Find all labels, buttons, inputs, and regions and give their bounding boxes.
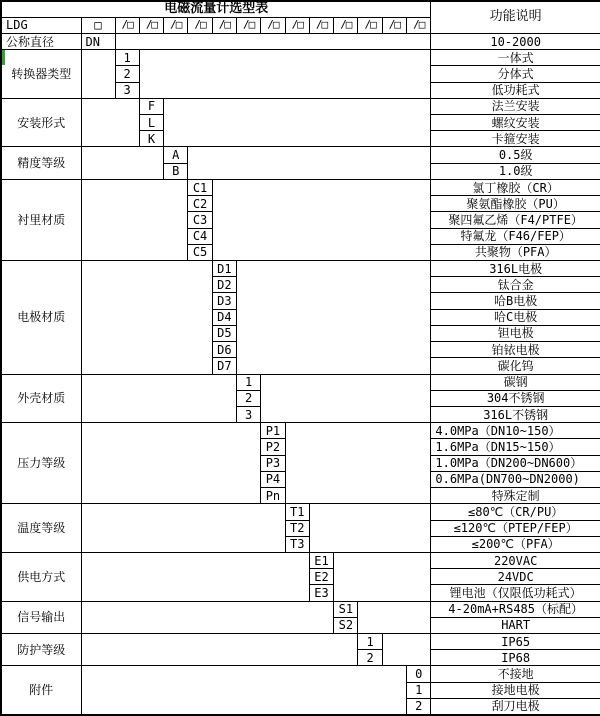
code-cell: B [164,163,188,179]
description-cell: 0.6MPa(DN700~DN2000) [431,471,600,487]
model-prefix: LDG [1,17,81,33]
function-column-header: 功能说明 [431,1,600,33]
code-cell: 1 [358,634,382,650]
code-cell: T3 [285,536,309,552]
model-slot-cell: /□ [139,17,163,33]
model-slot-cell: /□ [115,17,139,33]
spacer-cell [81,98,139,147]
description-cell: 卡箍安装 [431,131,600,147]
description-cell: 分体式 [431,66,600,82]
description-cell: 4-20mA+RS485（标配） [431,601,600,617]
green-indicator-marker [2,50,5,65]
code-cell: S1 [334,601,358,617]
model-slot-cell: /□ [285,17,309,33]
group-label: 公称直径 [1,33,81,49]
spacer-cell [358,601,431,633]
code-cell: A [164,147,188,163]
spacer-cell [188,147,431,179]
spacer-cell [81,261,212,375]
description-cell: 碳化钨 [431,358,600,374]
code-cell: D7 [212,358,236,374]
group-label: 转换器类型 [1,50,81,99]
spacer-cell [382,634,431,666]
description-cell: 一体式 [431,50,600,66]
group-label: 附件 [1,666,81,715]
code-cell: E2 [309,569,333,585]
code-cell: DN [81,33,115,49]
spacer-cell [334,552,431,601]
group-label: 压力等级 [1,423,81,504]
group-label: 供电方式 [1,552,81,601]
model-code-box: □ [81,17,115,33]
code-cell: K [139,131,163,147]
description-cell: 法兰安装 [431,98,600,114]
spacer-cell [164,98,431,147]
code-cell: T1 [285,504,309,520]
model-slot-cell: /□ [261,17,285,33]
table-title: 电磁流量计选型表 [1,1,431,17]
description-cell: 锂电池（仅限低功耗式） [431,585,600,601]
spacer-cell [81,423,261,504]
code-cell: S2 [334,617,358,633]
description-cell: 特氟龙（F46/FEP） [431,228,600,244]
description-cell: 304不锈钢 [431,390,600,406]
code-cell: F [139,98,163,114]
code-cell: P1 [261,423,285,439]
spacer-cell [81,179,188,260]
description-cell: ≤120℃（PTEP/FEP） [431,520,600,536]
code-cell: C3 [188,212,212,228]
code-cell: C2 [188,196,212,212]
code-cell: 1 [115,50,139,66]
description-cell: 24VDC [431,569,600,585]
code-cell: 0 [407,666,431,682]
model-slot-cell: /□ [358,17,382,33]
description-cell: 0.5级 [431,147,600,163]
description-cell: 哈C电极 [431,309,600,325]
description-cell: 不接地 [431,666,600,682]
code-cell: 2 [115,66,139,82]
code-cell: 3 [236,406,260,422]
code-cell: D4 [212,309,236,325]
model-slot-cell: /□ [309,17,333,33]
model-slot-cell: /□ [212,17,236,33]
code-cell: C4 [188,228,212,244]
code-cell: D3 [212,293,236,309]
description-cell: IP65 [431,634,600,650]
model-slot-cell: /□ [334,17,358,33]
description-cell: 氯丁橡胶（CR） [431,179,600,195]
group-label: 电极材质 [1,261,81,375]
spacer-cell [212,179,431,260]
code-cell: 2 [358,650,382,666]
description-cell: 4.0MPa（DN10~150） [431,423,600,439]
spacer-cell [81,601,334,633]
group-label: 防护等级 [1,634,81,666]
code-cell: E3 [309,585,333,601]
code-cell: E1 [309,552,333,568]
model-slot-cell: /□ [407,17,431,33]
code-cell: C1 [188,179,212,195]
description-cell: IP68 [431,650,600,666]
description-cell: 220VAC [431,552,600,568]
description-cell: 特殊定制 [431,488,600,504]
code-cell: P4 [261,471,285,487]
description-cell: ≤200℃（PFA） [431,536,600,552]
description-cell: 接地电极 [431,682,600,698]
code-cell: 2 [407,698,431,715]
group-label: 信号输出 [1,601,81,633]
code-cell: 1 [407,682,431,698]
description-cell: 316L电极 [431,261,600,277]
code-cell: D6 [212,342,236,358]
description-cell: 10-2000 [431,33,600,49]
code-cell: D5 [212,325,236,341]
code-cell: 1 [236,374,260,390]
model-slot-cell: /□ [382,17,406,33]
spacer-cell [285,423,431,504]
description-cell: 1.0MPa（DN200~DN600） [431,455,600,471]
spacer-cell [261,374,431,423]
model-slot-cell: /□ [236,17,260,33]
description-cell: 聚四氟乙烯（F4/PTFE） [431,212,600,228]
code-cell: L [139,115,163,131]
description-cell: 刮刀电极 [431,698,600,715]
spacer-cell [139,50,431,99]
group-label: 衬里材质 [1,179,81,260]
description-cell: 铂铱电极 [431,342,600,358]
code-cell: D1 [212,261,236,277]
description-cell: 1.0级 [431,163,600,179]
spacer-cell [236,261,430,375]
spacer-cell [81,634,358,666]
spacer-cell [309,504,431,553]
group-label: 安装形式 [1,98,81,147]
description-cell: 聚氨酯橡胶（PU） [431,196,600,212]
description-cell: 1.6MPa（DN15~150） [431,439,600,455]
code-cell: 3 [115,82,139,98]
description-cell: 钽电极 [431,325,600,341]
description-cell: 哈B电极 [431,293,600,309]
spacer-cell [81,374,236,423]
code-cell: 2 [236,390,260,406]
code-cell: T2 [285,520,309,536]
spacer-cell [81,552,309,601]
group-label: 温度等级 [1,504,81,553]
description-cell: 共聚物（PFA） [431,244,600,260]
spacer-cell [81,50,115,99]
description-cell: 低功耗式 [431,82,600,98]
group-label: 精度等级 [1,147,81,179]
description-cell: 316L不锈钢 [431,406,600,422]
description-cell: ≤80℃（CR/PU） [431,504,600,520]
spacer-cell [81,504,285,553]
model-slot-cell: /□ [164,17,188,33]
code-cell: C5 [188,244,212,260]
model-slot-cell: /□ [188,17,212,33]
group-label: 外壳材质 [1,374,81,423]
description-cell: 钛合金 [431,277,600,293]
code-cell: P2 [261,439,285,455]
description-cell: HART [431,617,600,633]
spacer-cell [115,33,431,49]
code-cell: Pn [261,488,285,504]
spacer-cell [81,666,407,715]
description-cell: 螺纹安装 [431,115,600,131]
code-cell: D2 [212,277,236,293]
description-cell: 碳钢 [431,374,600,390]
spacer-cell [81,147,164,179]
code-cell: P3 [261,455,285,471]
